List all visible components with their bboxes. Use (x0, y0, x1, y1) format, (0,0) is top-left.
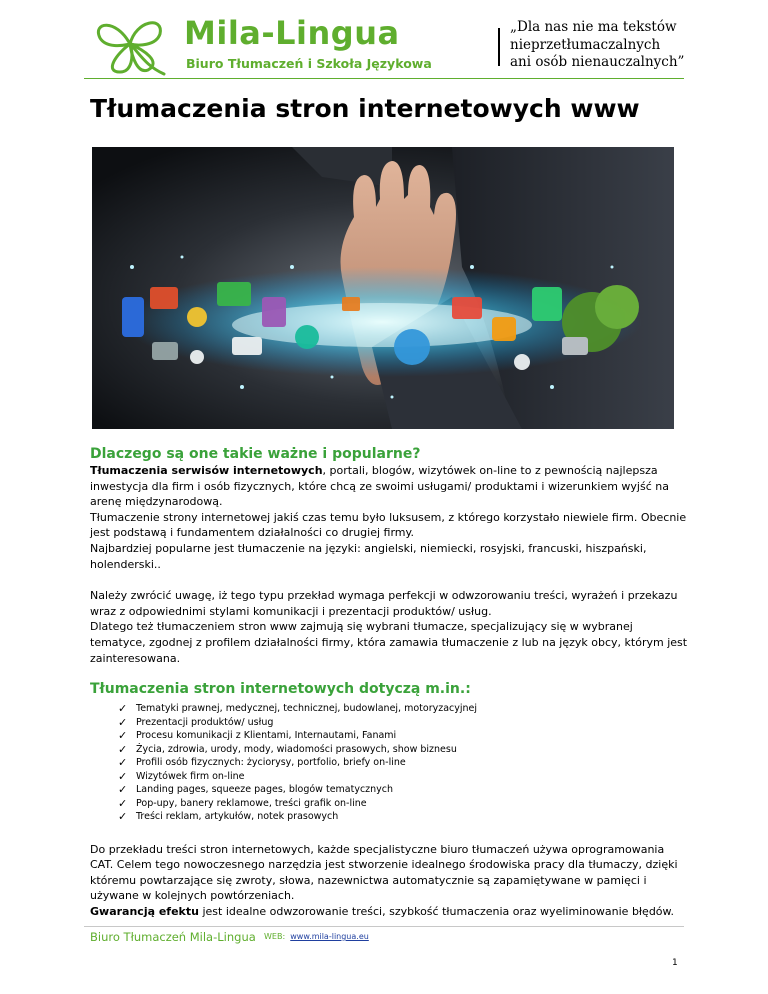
section-heading: Tłumaczenia stron internetowych dotyczą m.in.: (90, 681, 471, 698)
list-item-text: Pop-upy, banery reklamowe, treści grafik on-line (136, 797, 367, 809)
footer-web-label: WEB: (264, 932, 286, 941)
list-item-text: Profili osób fizycznych: życiorysy, portfolio, briefy on-line (136, 757, 406, 769)
hand-with-digital-icons-image (92, 147, 674, 429)
paragraph-text: , portali, blogów, wizytówek on-line to z pewnością najlepsza inwestycja dla firm i osób fizycznych, które chcą ze swoimi usługami/ produktami i wizerunkiem wyjść na arenę międzynarodową. (90, 464, 669, 509)
bold-phrase: Gwarancją efektu (90, 905, 199, 918)
clover-icon (86, 14, 182, 76)
list-item-text: Treści reklam, artykułów, notek prasowych (136, 811, 339, 823)
header-divider (498, 28, 500, 66)
quote-line: „Dla nas nie ma tekstów (510, 19, 677, 35)
footer-web (264, 932, 369, 941)
list-item-text: Tematyki prawnej, medycznej, technicznej, budowlanej, motoryzacyjnej (136, 703, 478, 715)
list-item (118, 770, 690, 784)
list-item (118, 743, 690, 757)
list-item (118, 756, 690, 770)
logo-subtitle: Biuro Tłumaczeń i Szkoła Językowa (186, 56, 432, 71)
paragraph: Należy zwrócić uwagę, iż tego typu przekład wymaga perfekcji w odwzorowaniu treści, wyrażeń i przekazu wraz z odpowiednimi stylami komunikacji i prezentacji produktów/ usług. (90, 589, 678, 618)
list-item-text: Życia, zdrowia, urody, mody, wiadomości prasowych, show biznesu (136, 743, 457, 755)
paragraph (90, 904, 690, 920)
checkmark-icon: ✓ (118, 729, 128, 743)
checkmark-icon: ✓ (118, 756, 128, 770)
checkmark-icon: ✓ (118, 796, 128, 810)
footer-company: Biuro Tłumaczeń Mila-Lingua (90, 930, 256, 944)
header-rule (84, 78, 684, 79)
list-item (118, 729, 690, 743)
list-item (118, 797, 690, 811)
list-item (118, 716, 690, 730)
checkmark-icon: ✓ (118, 769, 128, 783)
quote-line: nieprzetłumaczalnych (510, 36, 661, 53)
paragraph: Tłumaczenie strony internetowej jakiś czas temu było luksusem, z którego korzystało niewiele firm. Obecnie jest podstawą i fundamentem działalności co drugiej firmy. (90, 510, 687, 540)
checkmark-icon: ✓ (118, 742, 128, 756)
logo-name: Mila-Lingua (184, 14, 400, 52)
list-item-text: Wizytówek firm on-line (136, 770, 245, 782)
paragraph: Najbardziej popularne jest tłumaczenie na języki: angielski, niemiecki, rosyjski, francuski, hiszpański, holenderski.. (90, 541, 647, 571)
checkmark-icon: ✓ (118, 810, 128, 824)
paragraph: Dlatego też tłumaczeniem stron www zajmują się wybrani tłumacze, specjalizujący się w wybranej tematyce, zgodnej z profilem działalności firmy, która zamawia tłumaczenie z lub na język obcy, którym jest zainteresowana. (90, 620, 688, 665)
company-logo (86, 14, 432, 78)
list-item-text: Landing pages, squeeze pages, blogów tematycznych (136, 784, 394, 796)
bold-phrase: Tłumaczenia serwisów internetowych (90, 464, 323, 477)
quote-line: ani osób nienauczalnych” (510, 54, 685, 70)
list-item (118, 810, 690, 824)
document-body (90, 445, 690, 920)
list-item (118, 783, 690, 797)
list-item-text: Prezentacji produktów/ usług (136, 716, 274, 728)
page-number: 1 (672, 958, 678, 968)
checkmark-icon: ✓ (118, 783, 128, 797)
footer-rule (84, 926, 684, 927)
topics-list (90, 702, 690, 824)
page-title: Tłumaczenia stron internetowych www (90, 94, 640, 123)
paragraph-text: jest idealne odwzorowanie treści, szybkość tłumaczenia oraz wyeliminowanie błędów. (198, 905, 675, 918)
checkmark-icon: ✓ (118, 702, 128, 716)
list-item-text: Procesu komunikacji z Klientami, Internautami, Fanami (136, 730, 397, 742)
checkmark-icon: ✓ (118, 715, 128, 729)
list-item (118, 702, 690, 716)
header-quote (510, 19, 684, 72)
section-heading: Dlaczego są one takie ważne i popularne? (90, 446, 421, 462)
paragraph: Do przekładu treści stron internetowych, każde specjalistyczne biuro tłumaczeń używa oprogramowania CAT. Celem tego nowoczesnego narzędzia jest stworzenie idealnego środowiska pracy dla tłumaczy, dzięki któremu powtarzające się zwroty, słowa, nazewnictwa automatycznie są zapamiętywane w pamięci i używane w kolejnych powtórzeniach. (90, 842, 678, 903)
paragraph (90, 463, 690, 510)
website-link[interactable]: www.mila-lingua.eu (290, 932, 369, 941)
